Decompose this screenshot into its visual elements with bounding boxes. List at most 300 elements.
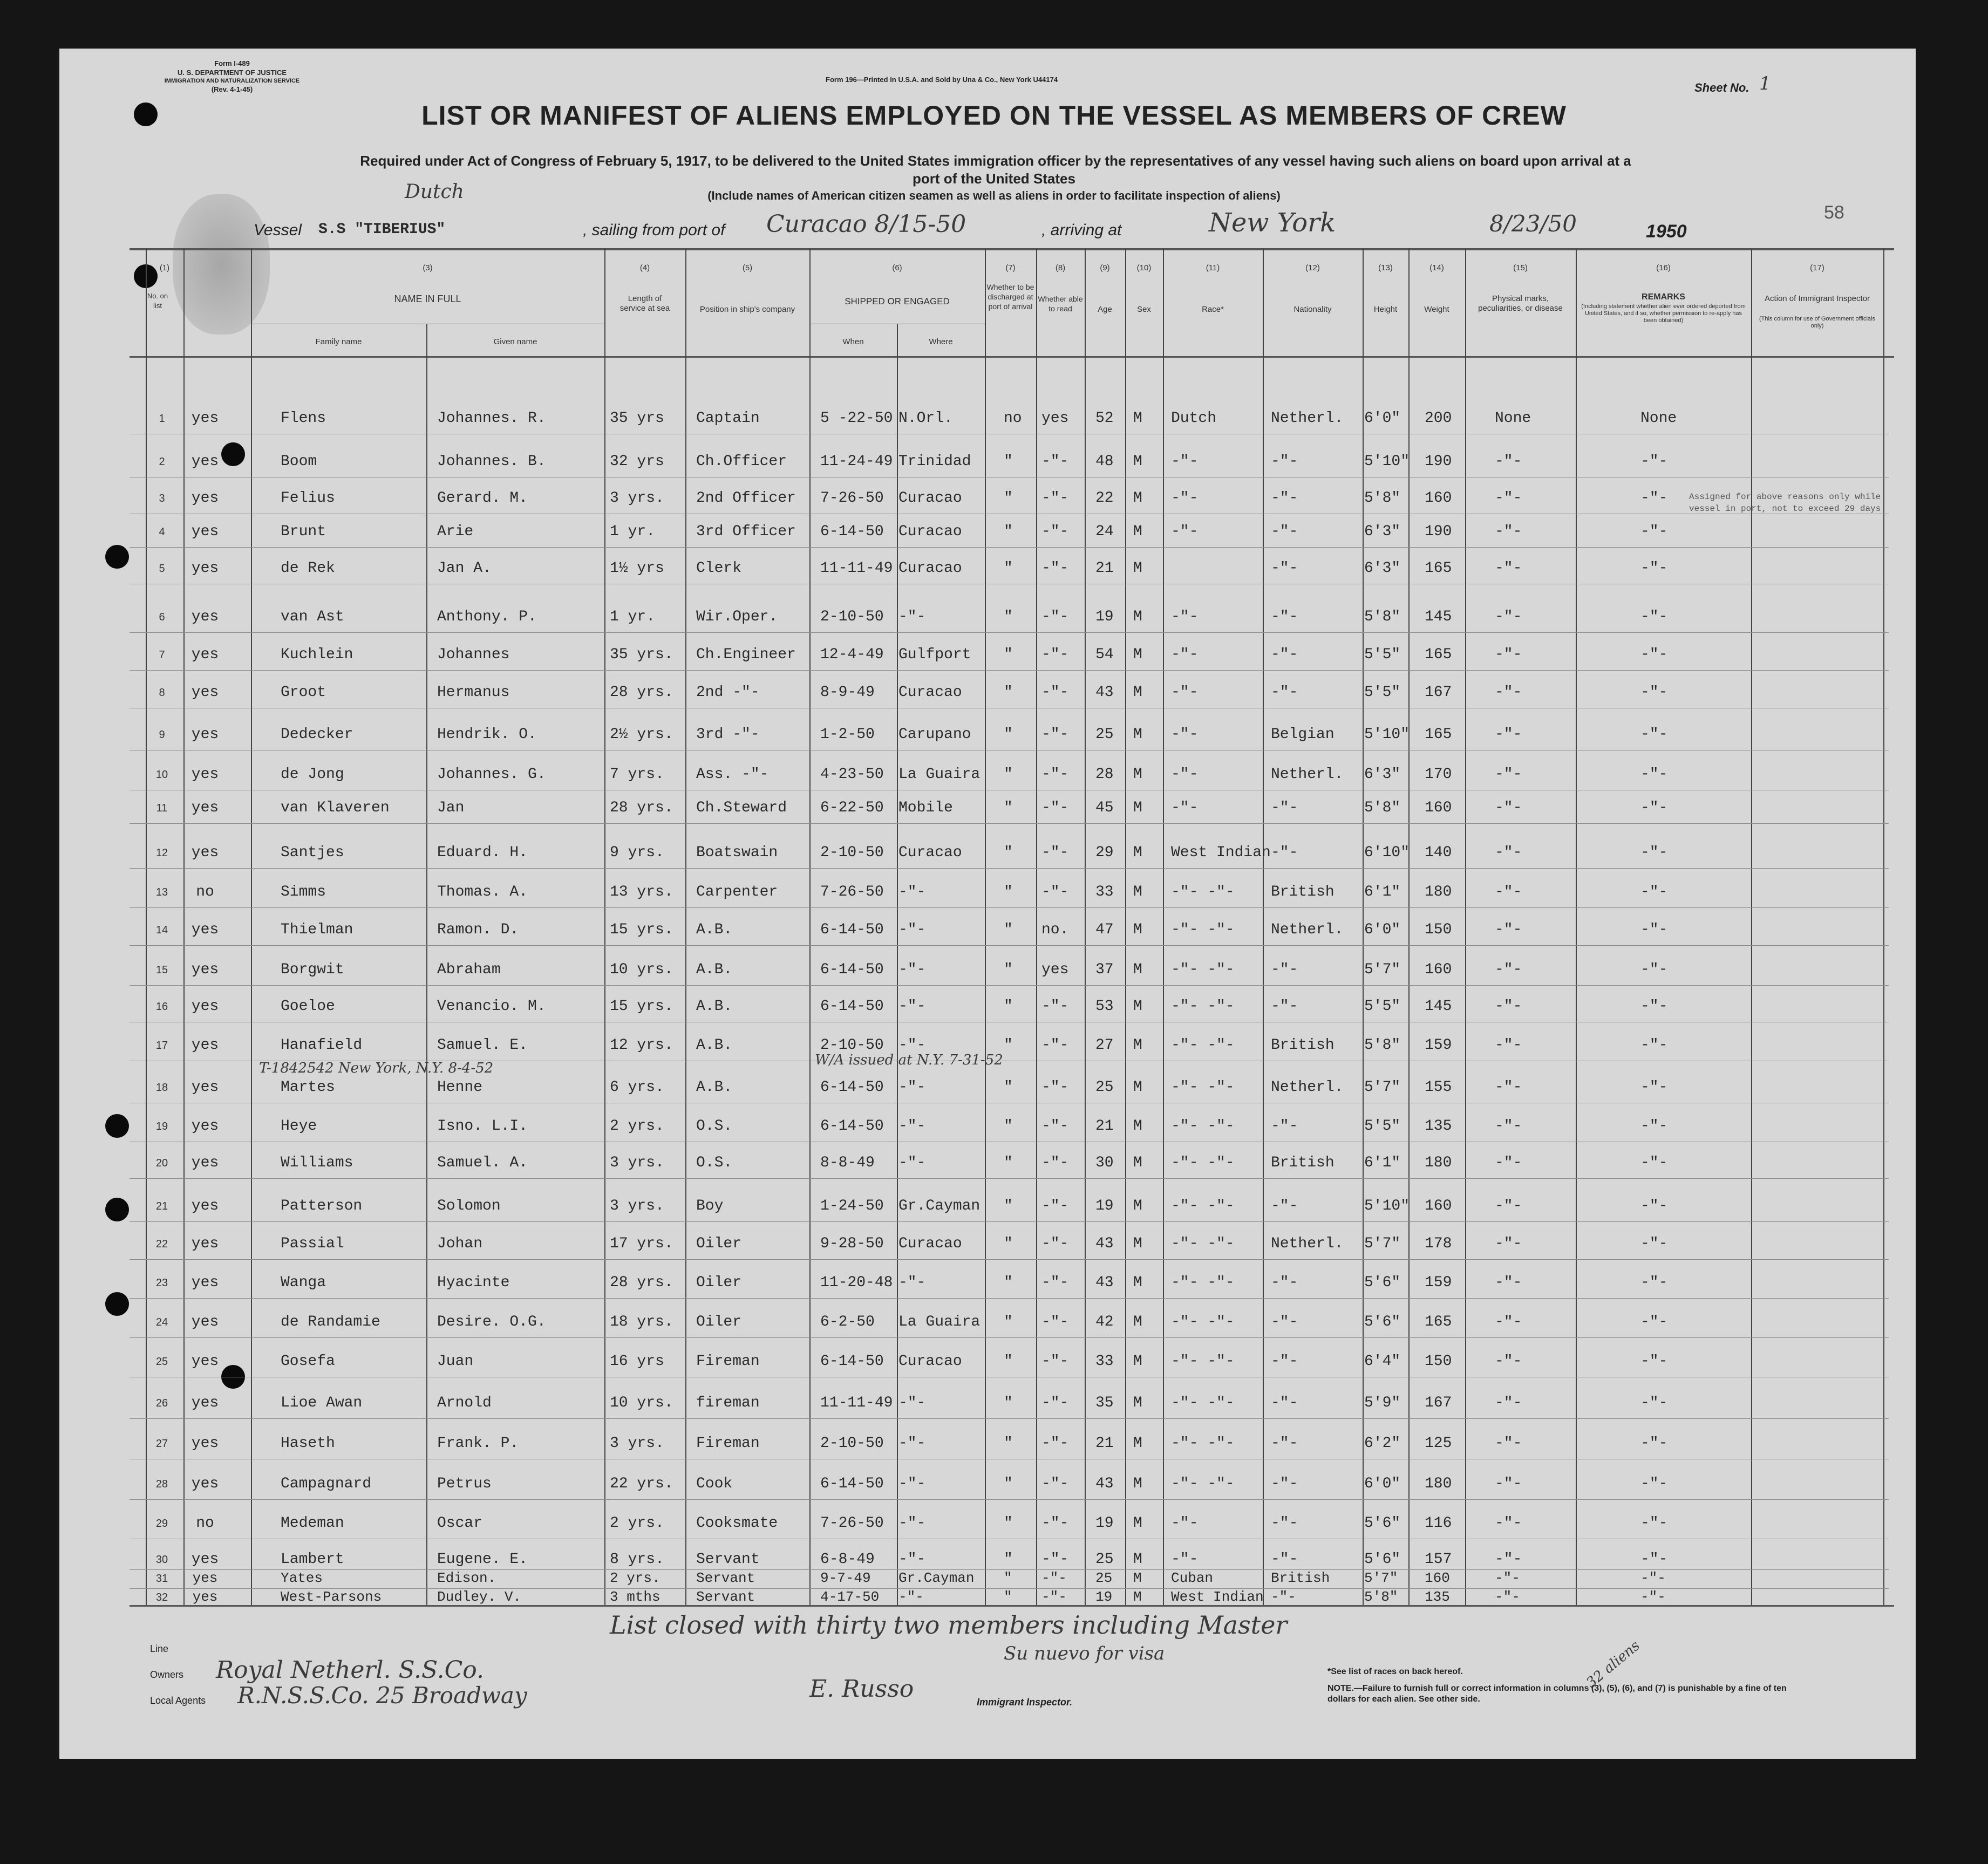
given-name: Arie [437, 523, 474, 540]
physical-marks: -"- [1495, 961, 1522, 978]
service-length: 17 yrs. [610, 1235, 673, 1252]
sex: M [1133, 1395, 1142, 1411]
row-number: 25 [155, 1356, 168, 1368]
col-10-num: (10) [1136, 263, 1152, 272]
col-11-label: Race* [1202, 305, 1224, 314]
physical-marks: -"- [1495, 1515, 1522, 1532]
family-name: Heye [281, 1118, 317, 1135]
able-to-read: yes [1041, 961, 1069, 978]
row-number: 17 [155, 1040, 168, 1052]
col-17-label: Action of Immigrant Inspector [1764, 294, 1870, 303]
service-length: 12 yrs. [610, 1037, 673, 1054]
shipped-where: Mobile [898, 800, 953, 816]
sailing-label: , sailing from port of [583, 221, 725, 239]
joined-status: yes [191, 1274, 219, 1291]
row-divider [130, 1259, 1889, 1260]
race: -"- -"- [1171, 1274, 1235, 1291]
weight: 160 [1425, 1198, 1452, 1214]
shipped-where: Curacao [898, 560, 962, 577]
physical-marks: -"- [1495, 523, 1522, 540]
joined-status: yes [191, 1435, 219, 1452]
height: 5'8" [1364, 1037, 1401, 1054]
nationality: British [1271, 1155, 1335, 1171]
joined-status: no [196, 884, 214, 900]
joined-status: yes [191, 1079, 219, 1096]
col-border [685, 248, 686, 1605]
shipped-where: -"- [898, 1476, 926, 1492]
able-to-read: -"- [1041, 766, 1069, 783]
shipped-where: -"- [898, 1395, 926, 1411]
able-to-read: -"- [1041, 884, 1069, 900]
row-divider [130, 945, 1889, 946]
col-border [1125, 248, 1126, 1605]
discharged: " [1004, 961, 1013, 978]
given-name: Ramon. D. [437, 921, 519, 938]
height: 5'6" [1364, 1314, 1401, 1330]
punch-hole [105, 1292, 129, 1316]
position: A.B. [696, 961, 733, 978]
shipped-where: Trinidad [898, 453, 971, 470]
col-16-sub: (Including statement whether alien ever ordered deported from United States, and if so, whether permission to re-apply has been obtained) [1581, 303, 1746, 324]
revision: (Rev. 4-1-45) [211, 85, 253, 93]
col-15-num: (15) [1513, 263, 1528, 272]
given-name: Eduard. H. [437, 844, 528, 861]
remarks: -"- [1640, 1235, 1668, 1252]
joined-status: yes [191, 560, 219, 577]
sex: M [1133, 800, 1142, 816]
remarks: -"- [1640, 1435, 1668, 1452]
sex: M [1133, 1274, 1142, 1291]
remarks: -"- [1640, 998, 1668, 1015]
remarks: -"- [1640, 1515, 1668, 1532]
col-7-label: Whether to be discharged at port of arrival [986, 283, 1034, 311]
nationality: Netherl. [1271, 766, 1344, 783]
remarks: -"- [1640, 800, 1668, 816]
joined-status: yes [191, 800, 219, 816]
age: 25 [1095, 1079, 1114, 1096]
col-border [426, 324, 427, 1605]
position: Ch.Officer [696, 453, 787, 470]
sex: M [1133, 1551, 1142, 1568]
col-14-num: (14) [1429, 263, 1444, 272]
family-name: de Rek [281, 560, 335, 577]
service-length: 18 yrs. [610, 1314, 673, 1330]
nationality: -"- [1271, 800, 1298, 816]
inspector-label: Immigrant Inspector. [977, 1697, 1073, 1708]
col-8-num: (8) [1055, 263, 1066, 272]
joined-status: yes [191, 1118, 219, 1135]
owners-label: Owners [150, 1669, 184, 1680]
table-bottom-border [130, 1605, 1894, 1607]
discharged: " [1004, 1118, 1013, 1135]
remarks: -"- [1640, 1274, 1668, 1291]
sex: M [1133, 1570, 1142, 1586]
sex: M [1133, 1435, 1142, 1452]
able-to-read: -"- [1041, 726, 1069, 743]
shipped-when: 9-7-49 [820, 1570, 871, 1586]
height: 5'8" [1364, 490, 1401, 507]
col-7-num: (7) [1005, 263, 1016, 272]
col-border [1883, 248, 1884, 1605]
sex: M [1133, 410, 1142, 427]
sex: M [1133, 523, 1142, 540]
age: 30 [1095, 1155, 1114, 1171]
race: -"- -"- [1171, 1118, 1235, 1135]
nationality: -"- [1271, 961, 1298, 978]
family-name: Patterson [281, 1198, 363, 1214]
discharged: " [1004, 1476, 1013, 1492]
col-12-num: (12) [1305, 263, 1320, 272]
family-name: Campagnard [281, 1476, 372, 1492]
row-number: 10 [155, 769, 168, 781]
col-border [897, 324, 898, 1605]
row-divider [130, 632, 1889, 633]
age: 35 [1095, 1395, 1114, 1411]
physical-marks: -"- [1495, 1476, 1522, 1492]
weight: 167 [1425, 1395, 1452, 1411]
shipped-where: La Guaira [898, 766, 981, 783]
physical-marks: None [1495, 410, 1531, 427]
service-length: 28 yrs. [610, 684, 673, 701]
nationality: -"- [1271, 1476, 1298, 1492]
header-bottom-border [130, 356, 1894, 358]
service-length: 1½ yrs [610, 560, 664, 577]
row-number: 20 [155, 1157, 168, 1169]
remarks: -"- [1640, 884, 1668, 900]
remarks: -"- [1640, 1079, 1668, 1096]
able-to-read: -"- [1041, 1476, 1069, 1492]
position: A.B. [696, 1079, 733, 1096]
service-length: 28 yrs. [610, 1274, 673, 1291]
shipped-when: 6-14-50 [820, 1353, 884, 1370]
service-length: 2 yrs. [610, 1570, 661, 1586]
height: 5'9" [1364, 1395, 1401, 1411]
sex: M [1133, 1476, 1142, 1492]
position: A.B. [696, 1037, 733, 1054]
position: Boatswain [696, 844, 778, 861]
position: A.B. [696, 998, 733, 1015]
row-number: 30 [155, 1554, 168, 1566]
height: 5'7" [1364, 1079, 1401, 1096]
weight: 165 [1425, 1314, 1452, 1330]
col-10-label: Sex [1137, 305, 1151, 314]
sex: M [1133, 1314, 1142, 1330]
shipped-where: -"- [898, 1155, 926, 1171]
shipped-when: 2-10-50 [820, 1435, 884, 1452]
remarks: -"- [1640, 1118, 1668, 1135]
able-to-read: yes [1041, 410, 1069, 427]
family-name: van Ast [281, 609, 344, 625]
weight: 178 [1425, 1235, 1452, 1252]
race: -"- -"- [1171, 1155, 1235, 1171]
punch-hole [105, 1114, 129, 1138]
race: -"- -"- [1171, 1079, 1235, 1096]
sex: M [1133, 961, 1142, 978]
nationality: -"- [1271, 1551, 1298, 1568]
weight: 160 [1425, 961, 1452, 978]
sex: M [1133, 560, 1142, 577]
row-number: 13 [155, 886, 168, 898]
nationality: -"- [1271, 1589, 1296, 1605]
shipped-when: 11-20-48 [820, 1274, 893, 1291]
shipped-when: 6-14-50 [820, 961, 884, 978]
service-length: 10 yrs. [610, 1395, 673, 1411]
able-to-read: -"- [1041, 1235, 1069, 1252]
vessel-note: Dutch [405, 181, 464, 203]
row-number: 6 [159, 611, 165, 623]
row-number: 4 [159, 526, 165, 538]
sex: M [1133, 921, 1142, 938]
given-name: Dudley. V. [437, 1589, 522, 1605]
physical-marks: -"- [1495, 844, 1522, 861]
given-name: Eugene. E. [437, 1551, 528, 1568]
nationality: -"- [1271, 1435, 1298, 1452]
race: -"- [1171, 609, 1199, 625]
service-length: 1 yr. [610, 523, 656, 540]
given-name: Oscar [437, 1515, 483, 1532]
nationality: -"- [1271, 646, 1298, 663]
sex: M [1133, 1235, 1142, 1252]
service-length: 13 yrs. [610, 884, 673, 900]
weight: 160 [1425, 800, 1452, 816]
col-15-label: Physical marks, peculiarities, or disease [1478, 294, 1563, 313]
punch-hole [105, 545, 129, 569]
race: -"- -"- [1171, 1353, 1235, 1370]
shipped-when: 8-9-49 [820, 684, 875, 701]
family-name: Hanafield [281, 1037, 363, 1054]
position: Oiler [696, 1274, 742, 1291]
remarks: -"- [1640, 1037, 1668, 1054]
row-divider [130, 1418, 1889, 1419]
col-17-sub: (This column for use of Government officials only) [1759, 316, 1875, 329]
row-divider [130, 1178, 1889, 1179]
nationality: -"- [1271, 1198, 1298, 1214]
able-to-read: -"- [1041, 684, 1069, 701]
race: -"- -"- [1171, 961, 1235, 978]
joined-status: yes [191, 646, 219, 663]
shipped-when: 6-14-50 [820, 998, 884, 1015]
able-to-read: -"- [1041, 453, 1069, 470]
able-to-read: -"- [1041, 1118, 1069, 1135]
joined-status: yes [191, 1395, 219, 1411]
joined-status: yes [191, 410, 219, 427]
able-to-read: -"- [1041, 1155, 1069, 1171]
physical-marks: -"- [1495, 1314, 1522, 1330]
discharged: " [1004, 921, 1013, 938]
service-length: 7 yrs. [610, 766, 664, 783]
position: Ass. -"- [696, 766, 769, 783]
service-length: 15 yrs. [610, 998, 673, 1015]
service-length: 35 yrs [610, 410, 664, 427]
alien-count: 32 aliens [1583, 1637, 1643, 1691]
weight: 150 [1425, 1353, 1452, 1370]
nationality: -"- [1271, 1118, 1298, 1135]
age: 21 [1095, 560, 1114, 577]
col-16-num: (16) [1656, 263, 1671, 272]
when-header: When [842, 337, 864, 346]
remarks: -"- [1640, 1314, 1668, 1330]
position: Servant [696, 1551, 760, 1568]
row-number: 19 [155, 1121, 168, 1132]
position: Boy [696, 1198, 724, 1214]
remarks: -"- [1640, 1476, 1668, 1492]
joined-status: yes [191, 726, 219, 743]
physical-marks: -"- [1495, 1589, 1520, 1605]
physical-marks: -"- [1495, 884, 1522, 900]
sex: M [1133, 726, 1142, 743]
remarks: -"- [1640, 453, 1668, 470]
height: 5'10" [1364, 726, 1410, 743]
shipped-when: 7-26-50 [820, 1515, 884, 1532]
given-name: Thomas. A. [437, 884, 528, 900]
row-divider [130, 907, 1889, 908]
age: 22 [1095, 490, 1114, 507]
family-name: Haseth [281, 1435, 335, 1452]
discharged: " [1004, 766, 1013, 783]
physical-marks: -"- [1495, 1037, 1522, 1054]
age: 43 [1095, 1476, 1114, 1492]
service-length: 8 yrs. [610, 1551, 664, 1568]
physical-marks: -"- [1495, 1435, 1522, 1452]
col-3-num: (3) [423, 263, 433, 272]
weight: 160 [1425, 1570, 1450, 1586]
race: -"- -"- [1171, 1235, 1235, 1252]
age: 19 [1095, 609, 1114, 625]
physical-marks: -"- [1495, 1118, 1522, 1135]
height: 6'4" [1364, 1353, 1401, 1370]
service-length: 32 yrs [610, 453, 664, 470]
closing-note: Su nuevo for visa [1004, 1643, 1165, 1664]
col-border [251, 248, 252, 1605]
race: West Indian [1171, 844, 1271, 861]
row17-deportation-note: T-1842542 New York, N.Y. 8-4-52 [259, 1060, 494, 1076]
position: Ch.Engineer [696, 646, 796, 663]
given-name: Isno. L.I. [437, 1118, 528, 1135]
family-name: Dedecker [281, 726, 353, 743]
family-name: Thielman [281, 921, 353, 938]
nationality: -"- [1271, 1314, 1298, 1330]
physical-marks: -"- [1495, 800, 1522, 816]
row-number: 7 [159, 649, 165, 661]
family-name: Kuchlein [281, 646, 353, 663]
shipped-where: Gulfport [898, 646, 971, 663]
height: 6'3" [1364, 766, 1401, 783]
sex: M [1133, 1037, 1142, 1054]
race: West Indian [1171, 1589, 1264, 1605]
col-border [604, 248, 605, 1605]
printer-line: Form 196—Printed in U.S.A. and Sold by Una & Co., New York U44174 [826, 76, 1058, 84]
vessel-label: Vessel [254, 221, 302, 239]
position: O.S. [696, 1118, 733, 1135]
shipped-where: -"- [898, 921, 926, 938]
agents-value: R.N.S.S.Co. 25 Broadway [237, 1682, 527, 1709]
weight: 159 [1425, 1037, 1452, 1054]
shipped-where: -"- [898, 1515, 926, 1532]
sex: M [1133, 1079, 1142, 1096]
position: 3rd Officer [696, 523, 796, 540]
able-to-read: -"- [1041, 1435, 1069, 1452]
sex: M [1133, 884, 1142, 900]
joined-status: yes [191, 1198, 219, 1214]
race: -"- -"- [1171, 1198, 1235, 1214]
joined-status: yes [191, 609, 219, 625]
position: fireman [696, 1395, 760, 1411]
discharged: " [1004, 453, 1013, 470]
service-length: 28 yrs. [610, 800, 673, 816]
row-number: 29 [155, 1518, 168, 1530]
joined-status: yes [192, 1589, 218, 1605]
given-name: Henne [437, 1079, 483, 1096]
row-number: 22 [155, 1238, 168, 1250]
family-name: Medeman [281, 1515, 344, 1532]
shipped-where: N.Orl. [898, 410, 953, 427]
shipped-when: 1-2-50 [820, 726, 875, 743]
shipped-where: La Guaira [898, 1314, 981, 1330]
position: O.S. [696, 1155, 733, 1171]
shipped-where: Gr.Cayman [898, 1570, 975, 1586]
physical-marks: -"- [1495, 453, 1522, 470]
shipped-when: 6-22-50 [820, 800, 884, 816]
remarks: -"- [1640, 844, 1668, 861]
height: 6'3" [1364, 523, 1401, 540]
remarks: -"- [1640, 490, 1668, 507]
discharged: " [1004, 1515, 1013, 1532]
family-name: Boom [281, 453, 317, 470]
row-divider [130, 1298, 1889, 1299]
discharged: " [1004, 1079, 1013, 1096]
row-number: 18 [155, 1082, 168, 1094]
discharged: " [1004, 884, 1013, 900]
shipped-when: 4-17-50 [820, 1589, 880, 1605]
row-number: 2 [159, 456, 165, 468]
shipped-when: 6-2-50 [820, 1314, 875, 1330]
service-length: 1 yr. [610, 609, 656, 625]
row3-stamp-note: Assigned for above reasons only while vessel in port, not to exceed 29 days [1689, 492, 1881, 514]
discharged: " [1004, 726, 1013, 743]
nationality: -"- [1271, 1515, 1298, 1532]
physical-marks: -"- [1495, 1570, 1520, 1586]
shipped-where: -"- [898, 1435, 926, 1452]
discharged: " [1004, 998, 1013, 1015]
sex: M [1133, 1515, 1142, 1532]
shipped-where: -"- [898, 1551, 926, 1568]
weight: 145 [1425, 609, 1452, 625]
punch-hole [105, 1198, 129, 1221]
joined-status: yes [191, 766, 219, 783]
weight: 180 [1425, 1476, 1452, 1492]
position: Servant [696, 1589, 755, 1605]
col-6-label: SHIPPED OR ENGAGED [845, 296, 950, 306]
family-name: Goeloe [281, 998, 335, 1015]
weight: 157 [1425, 1551, 1452, 1568]
given-name: Desire. O.G. [437, 1314, 546, 1330]
service-length: 10 yrs. [610, 961, 673, 978]
row-divider [130, 547, 1889, 548]
remarks: None [1640, 410, 1677, 427]
col-9-label: Age [1098, 305, 1112, 314]
weight: 190 [1425, 453, 1452, 470]
col-14-label: Weight [1424, 305, 1449, 314]
discharged: " [1004, 1235, 1013, 1252]
service-length: 22 yrs. [610, 1476, 673, 1492]
row-number: 14 [155, 924, 168, 936]
physical-marks: -"- [1495, 684, 1522, 701]
joined-status: yes [191, 1235, 219, 1252]
able-to-read: -"- [1041, 609, 1069, 625]
weight: 170 [1425, 766, 1452, 783]
where-header: Where [929, 337, 953, 346]
joined-status: yes [191, 1551, 219, 1568]
